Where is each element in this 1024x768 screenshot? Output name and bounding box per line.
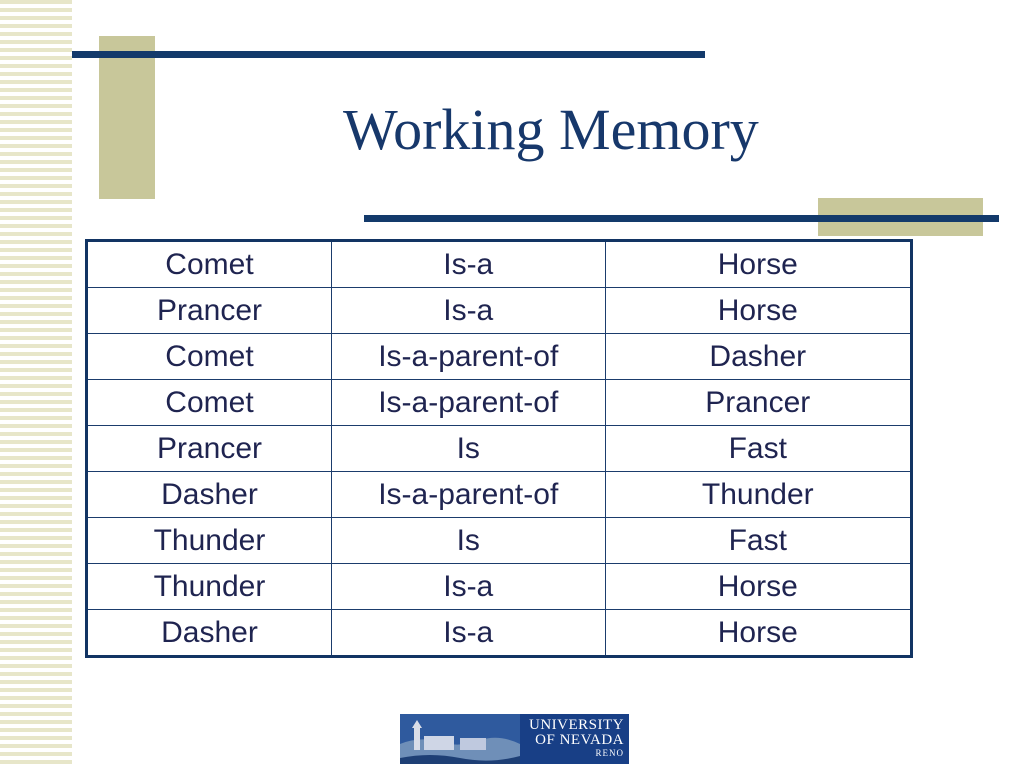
table-row [87,518,912,564]
table-cell-subject: Comet [87,380,332,426]
table-cell-relation: Is-a-parent-of [331,472,605,518]
table-cell-object: Fast [605,518,911,564]
decorative-stripes [0,0,72,768]
table-row [87,426,912,472]
table-cell-subject: Dasher [87,472,332,518]
decorative-bar-middle [364,215,999,222]
logo-text-line1: UNIVERSITY [529,717,624,733]
table-cell-relation: Is-a [331,564,605,610]
table-cell-relation: Is [331,426,605,472]
table-cell-subject: Prancer [87,426,332,472]
table-cell-subject: Thunder [87,518,332,564]
table-cell-subject: Comet [87,241,332,288]
table-cell-subject: Prancer [87,288,332,334]
logo-text-line2: OF NEVADA [535,732,624,748]
table-cell-relation: Is-a-parent-of [331,380,605,426]
table-row [87,472,912,518]
table-cell-relation: Is-a [331,610,605,657]
table-cell-object: Horse [605,610,911,657]
university-logo [400,714,629,764]
slide-title: Working Memory [343,97,759,162]
table-cell-object: Horse [605,288,911,334]
logo-text-line3: RENO [595,748,624,758]
table-cell-relation: Is-a-parent-of [331,334,605,380]
table-cell-object: Horse [605,241,911,288]
table-cell-relation: Is-a [331,288,605,334]
table-cell-object: Prancer [605,380,911,426]
table-cell-subject: Comet [87,334,332,380]
table-row [87,610,912,657]
table-row [87,288,912,334]
table-cell-subject: Dasher [87,610,332,657]
table-cell-object: Horse [605,564,911,610]
table-cell-object: Dasher [605,334,911,380]
table-cell-subject: Thunder [87,564,332,610]
table-row [87,564,912,610]
working-memory-table [85,239,913,658]
table-row [87,241,912,288]
table-cell-object: Thunder [605,472,911,518]
table-row [87,334,912,380]
table-row [87,380,912,426]
decorative-bar-top [72,51,705,58]
table-cell-relation: Is-a [331,241,605,288]
decorative-olive-block-vertical [99,36,155,199]
table-cell-relation: Is [331,518,605,564]
table-cell-object: Fast [605,426,911,472]
campus-building-icon [400,714,520,764]
